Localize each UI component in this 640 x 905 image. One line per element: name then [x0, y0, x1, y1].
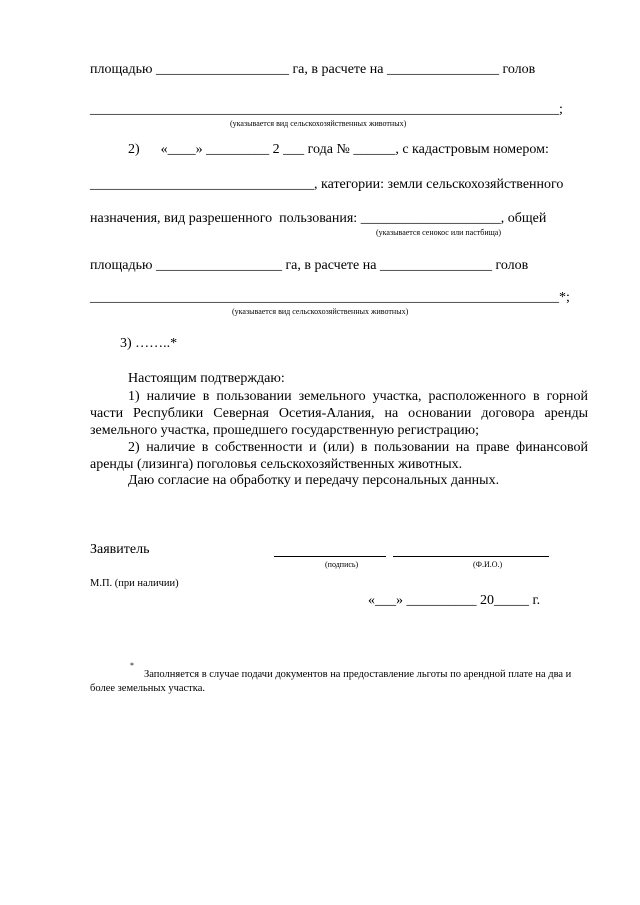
confirm-heading: Настоящим подтверждаю:	[128, 371, 285, 386]
item2-area-line: площадью __________________ га, в расчете на ________________ голов	[90, 258, 529, 273]
item2-usage-caption: (указывается сенокос или пастбища)	[376, 228, 501, 237]
item1-animal-line: ___________________________________________________________________;	[90, 102, 563, 117]
item2-animal-line: ___________________________________________________________________*;	[90, 290, 570, 305]
footnote-text: Заполняется в случае подачи документов на предоставление льготы по арендной плате на два и более земельных участка.	[90, 669, 572, 694]
signature-caption: (подпись)	[325, 560, 359, 569]
item2-cadastre-line: ________________________________, категории: земли сельскохозяйственного	[90, 177, 564, 192]
confirm-point-1: 1) наличие в пользовании земельного участка, расположенного в горной части Республики Северная Осетия-Алания, на основании договора аренды земельного участка, прошедшего государственную регистрацию;	[90, 389, 588, 438]
item3-line: 3) ……..*	[120, 336, 178, 351]
item1-area-line: площадью ___________________ га, в расчете на ________________ голов	[90, 62, 536, 77]
item1-animal-caption: (указывается вид сельскохозяйственных животных)	[230, 119, 407, 128]
stamp-label: М.П. (при наличии)	[90, 578, 179, 589]
confirm-point-2: 2) наличие в собственности и (или) в пользовании на праве финансовой аренды (лизинга) поголовья сельскохозяйственных животных.	[90, 440, 588, 472]
footnote-mark: *	[130, 661, 134, 670]
name-caption: (Ф.И.О.)	[473, 560, 503, 569]
applicant-label: Заявитель	[90, 542, 150, 557]
consent-line: Даю согласие на обработку и передачу персональных данных.	[128, 473, 500, 488]
signature-underline	[274, 556, 386, 557]
item2-usage-line: назначения, вид разрешенного пользования: ____________________, общей	[90, 211, 547, 226]
name-underline	[393, 556, 549, 557]
item2-animal-caption: (указывается вид сельскохозяйственных животных)	[232, 307, 409, 316]
date-line: «___» __________ 20_____ г.	[368, 593, 541, 608]
item2-date-line: 2) «____» _________ 2 ___ года № ______, с кадастровым номером:	[128, 142, 549, 157]
